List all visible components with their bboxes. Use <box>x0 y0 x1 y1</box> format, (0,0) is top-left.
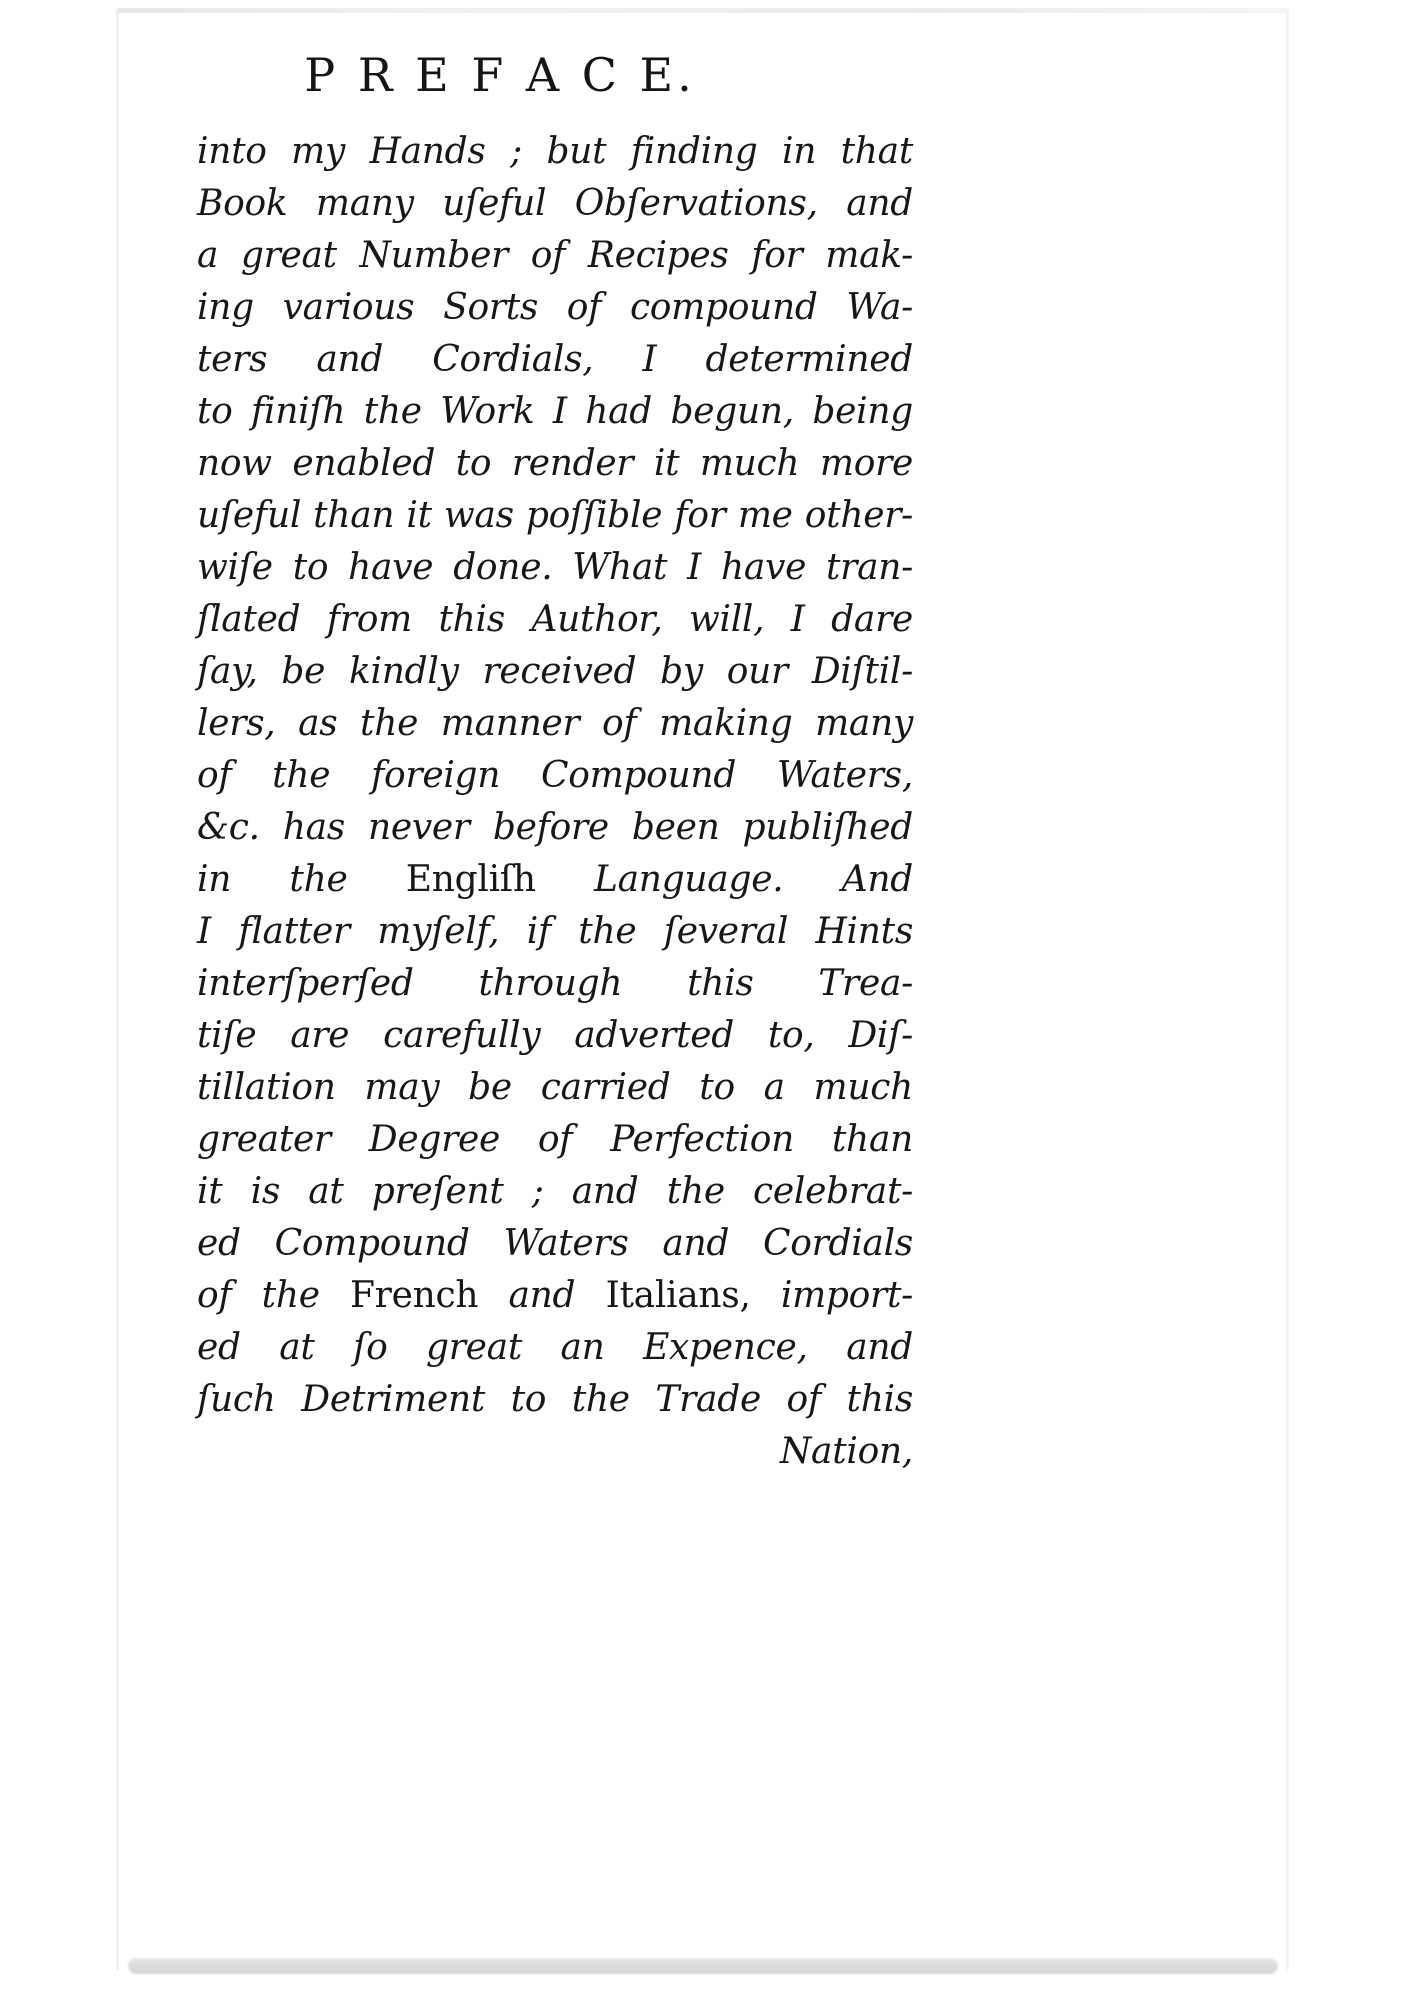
text-segment: of the <box>197 1275 350 1316</box>
text-line <box>197 438 913 490</box>
text-segment: Engliſh <box>405 859 536 900</box>
text-segment: in the <box>197 859 406 900</box>
text-line <box>197 1010 913 1062</box>
text-segment: and <box>478 1275 606 1316</box>
text-line <box>197 1322 913 1374</box>
text-line <box>197 750 913 802</box>
text-segment: greater Degree of Perfection than <box>197 1119 913 1160</box>
scan-edge-top <box>118 8 1286 13</box>
text-line <box>197 698 913 750</box>
scan-edge-right <box>1286 8 1289 1970</box>
scan-edge-left <box>116 8 119 1970</box>
text-segment: tiſe are carefully adverted to, Diſ- <box>197 1015 913 1056</box>
text-segment: it is at preſent ; and the celebrat- <box>197 1171 913 1212</box>
page-title: P R E F A C E. <box>304 48 696 102</box>
text-line <box>197 126 913 178</box>
text-segment: ing various Sorts of compound Wa- <box>197 287 913 328</box>
text-segment: Language. And <box>535 859 913 900</box>
text-line <box>197 1426 913 1478</box>
text-segment: into my Hands ; but finding in that <box>197 131 913 172</box>
text-segment: Nation, <box>779 1431 913 1472</box>
text-segment: uſeful than it was poſſible for me other- <box>197 495 913 536</box>
text-line <box>197 1166 913 1218</box>
body-lines <box>197 126 913 1478</box>
text-segment: tillation may be carried to a much <box>197 1067 913 1108</box>
text-line <box>197 1374 913 1426</box>
text-segment: French <box>350 1275 479 1316</box>
text-line <box>197 1218 913 1270</box>
text-line <box>197 1270 913 1322</box>
text-segment: ſay, be kindly received by our Diſtil- <box>197 651 913 692</box>
text-line <box>197 1114 913 1166</box>
text-line <box>197 854 913 906</box>
text-segment: &c. has never before been publiſhed <box>197 807 913 848</box>
text-line <box>197 802 913 854</box>
text-segment: import- <box>750 1275 913 1316</box>
text-line <box>197 594 913 646</box>
text-segment: Book many uſeful Obſervations, and <box>197 183 913 224</box>
text-line <box>197 178 913 230</box>
scan-edge-bottom <box>128 1958 1278 1974</box>
text-line <box>197 1062 913 1114</box>
text-line <box>197 958 913 1010</box>
text-segment: of the foreign Compound Waters, <box>197 755 913 796</box>
text-line <box>197 386 913 438</box>
text-line <box>197 490 913 542</box>
text-line <box>197 542 913 594</box>
text-segment: to finiſh the Work I had begun, being <box>197 391 913 432</box>
text-segment: interſperſed through this Trea- <box>197 963 913 1004</box>
text-line <box>197 282 913 334</box>
text-segment: ſuch Detriment to the Trade of this <box>197 1379 913 1420</box>
text-segment: wiſe to have done. What I have tran- <box>197 547 913 588</box>
text-segment: ed at ſo great an Expence, and <box>197 1327 913 1368</box>
text-segment: ters and Cordials, I determined <box>197 339 913 380</box>
text-segment: I flatter myſelf, if the ſeveral Hints <box>197 911 913 952</box>
text-line <box>197 230 913 282</box>
text-segment: now enabled to render it much more <box>197 443 913 484</box>
text-line <box>197 646 913 698</box>
text-segment: ed Compound Waters and Cordials <box>197 1223 913 1264</box>
text-line <box>197 906 913 958</box>
text-segment: lers, as the manner of making many <box>197 703 913 744</box>
text-segment: Italians, <box>605 1275 751 1316</box>
text-segment: ſlated from this Author, will, I dare <box>197 599 913 640</box>
text-segment: a great Number of Recipes for mak- <box>197 235 913 276</box>
text-line <box>197 334 913 386</box>
